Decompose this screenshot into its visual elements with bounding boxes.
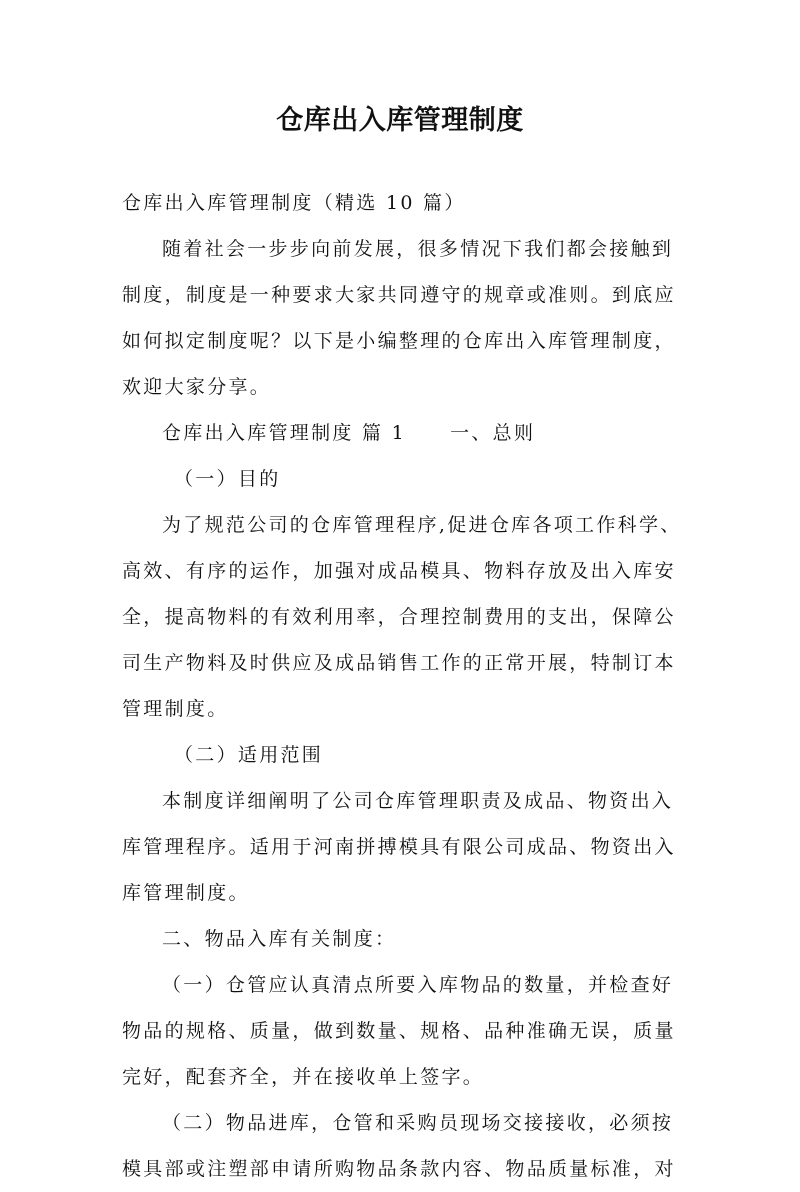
section-heading: 二、物品入库有关制度： [162,928,397,950]
paragraph-line: 模具部或注塑部申请所购物品条款内容、物品质量标准，对 [122,1158,676,1180]
paragraph-line: 如何拟定制度呢？以下是小编整理的仓库出入库管理制度， [122,330,676,352]
paragraph-line: 司生产物料及时供应及成品销售工作的正常开展，特制订本 [122,652,676,674]
paragraph-line: 本制度详细阐明了公司仓库管理职责及成品、物资出入 [162,790,674,812]
paragraph-line: 随着社会一步步向前发展，很多情况下我们都会接触到 [162,238,674,260]
paragraph-line: 库管理程序。适用于河南拼搏模具有限公司成品、物资出入 [122,836,676,858]
document-body [122,180,685,1192]
paragraph-line: （一）仓管应认真清点所要入库物品的数量，并检查好 [162,974,674,996]
paragraph-line: （二）物品进库，仓管和采购员现场交接接收，必须按 [162,1112,674,1134]
subsection-heading: （二）适用范围 [174,744,324,766]
subtitle-line: 仓库出入库管理制度（精选 10 篇） [122,192,466,214]
document-title: 仓库出入库管理制度 [276,105,524,136]
section-heading-line [122,410,685,456]
paragraph-line: 库管理制度。 [122,882,250,904]
section-sub-label: 一、总则 [450,422,536,444]
paragraph-line: 管理制度。 [122,698,229,720]
paragraph-line: 为了规范公司的仓库管理程序,促进仓库各项工作科学、 [162,514,682,536]
paragraph-line: 制度，制度是一种要求大家共同遵守的规章或准则。到底应 [122,284,676,306]
paragraph-line: 高效、有序的运作，加强对成品模具、物料存放及出入库安 [122,560,676,582]
section-label: 仓库出入库管理制度 篇 1 [162,422,407,444]
paragraph-line: 完好，配套齐全，并在接收单上签字。 [122,1066,485,1088]
paragraph-line: 物品的规格、质量，做到数量、规格、品种准确无误，质量 [122,1020,676,1042]
paragraph-line: 欢迎大家分享。 [122,376,272,398]
subsection-heading: （一）目的 [174,468,281,490]
paragraph-line: 全，提高物料的有效利用率，合理控制费用的支出，保障公 [122,606,676,628]
